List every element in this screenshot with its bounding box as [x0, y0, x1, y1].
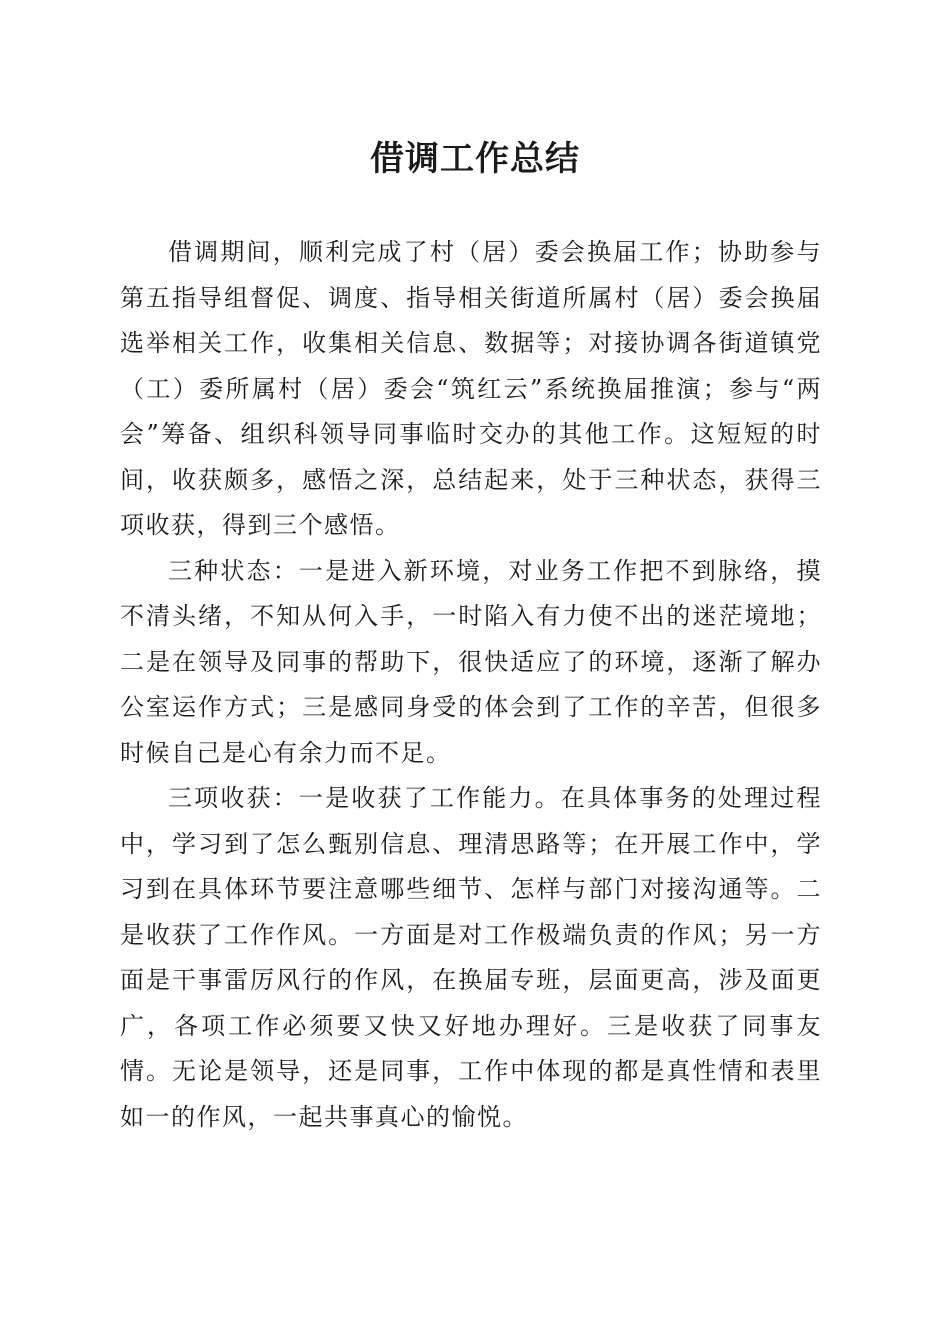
- paragraph-three-gains: 三项收获：一是收获了工作能力。在具体事务的处理过程中，学习到了怎么甄别信息、理清思路等；在开展工作中，学习到在具体环节要注意哪些细节、怎样与部门对接沟通等。二是收获了工作作风。一方面是对工作极端负责的作风；另一方面是干事雷厉风行的作风，在换届专班，层面更高，涉及面更广，各项工作必须要又快又好地办理好。三是收获了同事友情。无论是领导，还是同事，工作中体现的都是真性情和表里如一的作风，一起共事真心的愉悦。: [120, 784, 822, 1131]
- document-title: 借调工作总结: [370, 139, 580, 179]
- paragraph-intro: 借调期间，顺利完成了村（居）委会换届工作；协助参与第五指导组督促、调度、指导相关街道所属村（居）委会换届选举相关工作，收集相关信息、数据等；对接协调各街道镇党（工）委所属村（居）委会“筑红云”系统换届推演；参与“两会”筹备、组织科领导同事临时交办的其他工作。这短短的时间，收获颇多，感悟之深，总结起来，处于三种状态，获得三项收获，得到三个感悟。: [120, 238, 822, 539]
- paragraph-three-states: 三种状态：一是进入新环境，对业务工作把不到脉络，摸不清头绪，不知从何入手，一时陷入有力使不出的迷茫境地；二是在领导及同事的帮助下，很快适应了的环境，逐渐了解办公室运作方式；三是感同身受的体会到了工作的辛苦，但很多时候自己是心有余力而不足。: [120, 556, 822, 767]
- document-body: [120, 230, 822, 1140]
